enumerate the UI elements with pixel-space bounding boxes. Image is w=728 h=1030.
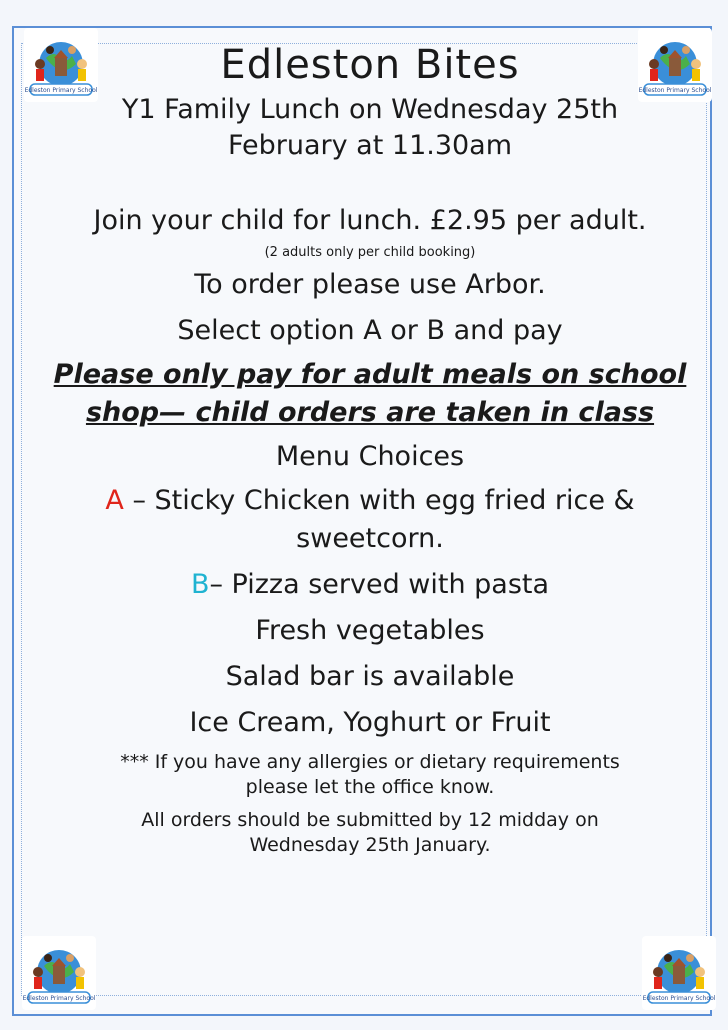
adult-limit-note: (2 adults only per child booking): [264, 245, 476, 260]
option-a-text: – Sticky Chicken with egg fried rice & sweetcorn.: [123, 485, 635, 554]
deadline-note: All orders should be submitted by 12 midday on Wednesday 25th January.: [141, 809, 599, 856]
option-a-letter: A: [105, 485, 124, 516]
order-instruction: To order please use Arbor.: [194, 269, 546, 300]
menu-extra-salad: Salad bar is available: [225, 661, 515, 692]
event-line: Y1 Family Lunch on Wednesday 25th February at 11.30am: [121, 94, 619, 161]
allergy-note: *** If you have any allergies or dietary requirements please let the office know.: [120, 751, 620, 798]
option-b-letter: B: [190, 569, 210, 600]
flyer-content: [40, 40, 700, 858]
join-text: Join your child for lunch. £2.95 per adult.: [93, 205, 647, 236]
option-b-text: – Pizza served with pasta: [209, 569, 550, 600]
svg-text:Edleston Primary School: Edleston Primary School: [638, 87, 712, 94]
pay-warning: Please only pay for adult meals on school shop— child orders are taken in class: [53, 359, 687, 428]
menu-option-b: [40, 566, 700, 604]
school-logo-bottom-right: [642, 936, 716, 1010]
menu-dessert: Ice Cream, Yoghurt or Fruit: [189, 707, 551, 738]
page-title: Edleston Bites: [220, 42, 520, 88]
menu-heading: Menu Choices: [275, 441, 465, 472]
menu-extra-vegetables: Fresh vegetables: [255, 615, 485, 646]
select-instruction: Select option A or B and pay: [177, 315, 563, 346]
svg-text:Edleston Primary School: Edleston Primary School: [642, 995, 716, 1002]
svg-text:Edleston Primary School: Edleston Primary School: [22, 995, 96, 1002]
svg-text:Edleston Primary School: Edleston Primary School: [24, 87, 98, 94]
menu-option-a: [40, 482, 700, 558]
school-logo-bottom-left: [22, 936, 96, 1010]
